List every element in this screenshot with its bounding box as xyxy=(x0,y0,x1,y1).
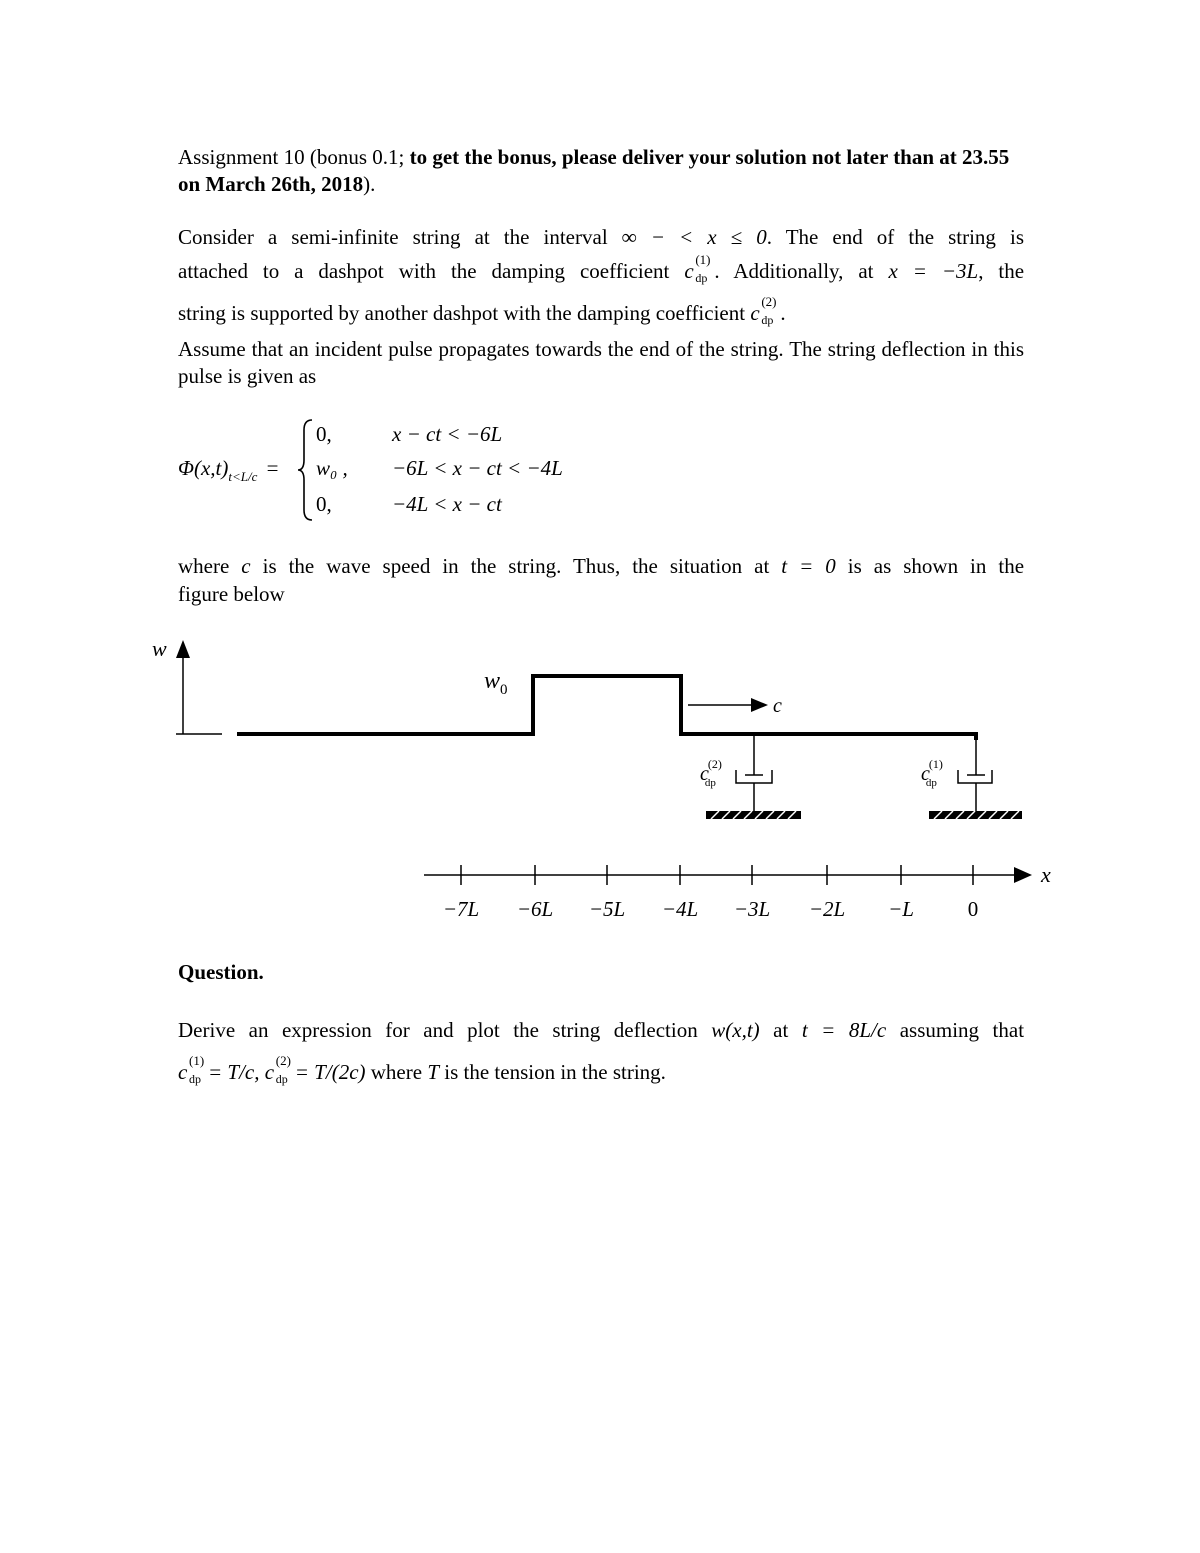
dashpot-2 xyxy=(700,734,801,819)
ground-hatch-1 xyxy=(929,811,1022,819)
string-profile xyxy=(237,676,976,740)
x-axis-arrow xyxy=(1014,867,1032,883)
ground-hatch-2 xyxy=(706,811,801,819)
equation-brace xyxy=(296,418,316,522)
x-tick-label: −5L xyxy=(588,897,626,921)
c-dp1-symbol: c (1) dp xyxy=(684,252,711,285)
dashpot-1 xyxy=(921,734,1022,819)
x-tick-label: −L xyxy=(888,897,914,921)
x-tick-label: −6L xyxy=(516,897,554,921)
speed-label: c xyxy=(773,695,782,717)
question-line2: c (1) dp = T/c, c (2) dp = T/(2c) where T is the tension in the string. xyxy=(178,1053,666,1086)
p1-line3: string is supported by another dashpot with the damping coefficient c (2) dp . xyxy=(178,294,786,327)
p3-line1: where c is the wave speed in the string. Thus, the situation at t = 0 is as shown in the xyxy=(178,554,1025,578)
c-dp2-symbol: c (2) dp xyxy=(750,294,777,327)
dashpot-2-label: c(2) dp xyxy=(700,757,722,789)
pulse-equation: $\Phi(x,t)_{t<L/c}$ = 0, w₀ , 0, x − ct < −6L −6L < x − ct < −4L −4L < x − ct xyxy=(178,418,778,522)
x-axis-ticks xyxy=(443,865,978,921)
question-line1: Derive an expression for and plot the string deflection w(x,t) at t = 8L/c assuming that xyxy=(178,1018,1025,1042)
deadline-note: to get the bonus, please deliver your solution not later than at 23.55 on March 26th, 2018 xyxy=(178,145,1010,196)
string-figure xyxy=(0,620,1200,940)
dashpot-1-label: c(1) dp xyxy=(921,757,943,789)
question-title: Question. xyxy=(178,960,264,984)
x-tick-label: −3L xyxy=(733,897,771,921)
p3-line2: figure below xyxy=(178,582,285,606)
pulse-amplitude-label: $w_0$ xyxy=(484,668,508,698)
x-tick-label: −4L xyxy=(661,897,699,921)
w-axis-arrow xyxy=(176,640,190,658)
c-dp1-symbol-q: c (1) dp xyxy=(178,1053,205,1086)
x-tick-label: −7L xyxy=(442,897,480,921)
x-axis-label: x xyxy=(1041,862,1051,887)
w-axis-label: w xyxy=(152,636,167,661)
speed-arrow-head xyxy=(751,698,768,712)
x-tick-label: 0 xyxy=(967,897,979,921)
p1-line2: attached to a dashpot with the damping coefficient c (1) dp . Additionally, at x = −3L, the xyxy=(178,252,1025,285)
c-dp2-symbol-q: c (2) dp xyxy=(264,1053,291,1086)
assignment-header: Assignment 10 (bonus 0.1; to get the bonus, please deliver your solution not later than at 23.55 on March 26th, 2018). xyxy=(178,145,1010,196)
x-tick-label: −2L xyxy=(808,897,846,921)
p2-text: Assume that an incident pulse propagates towards the end of the string. The string deflection in this pulse is given as xyxy=(178,337,1024,388)
p1-line1: Consider a semi-infinite string at the interval ∞ − < x ≤ 0. The end of the string is xyxy=(178,225,1024,249)
